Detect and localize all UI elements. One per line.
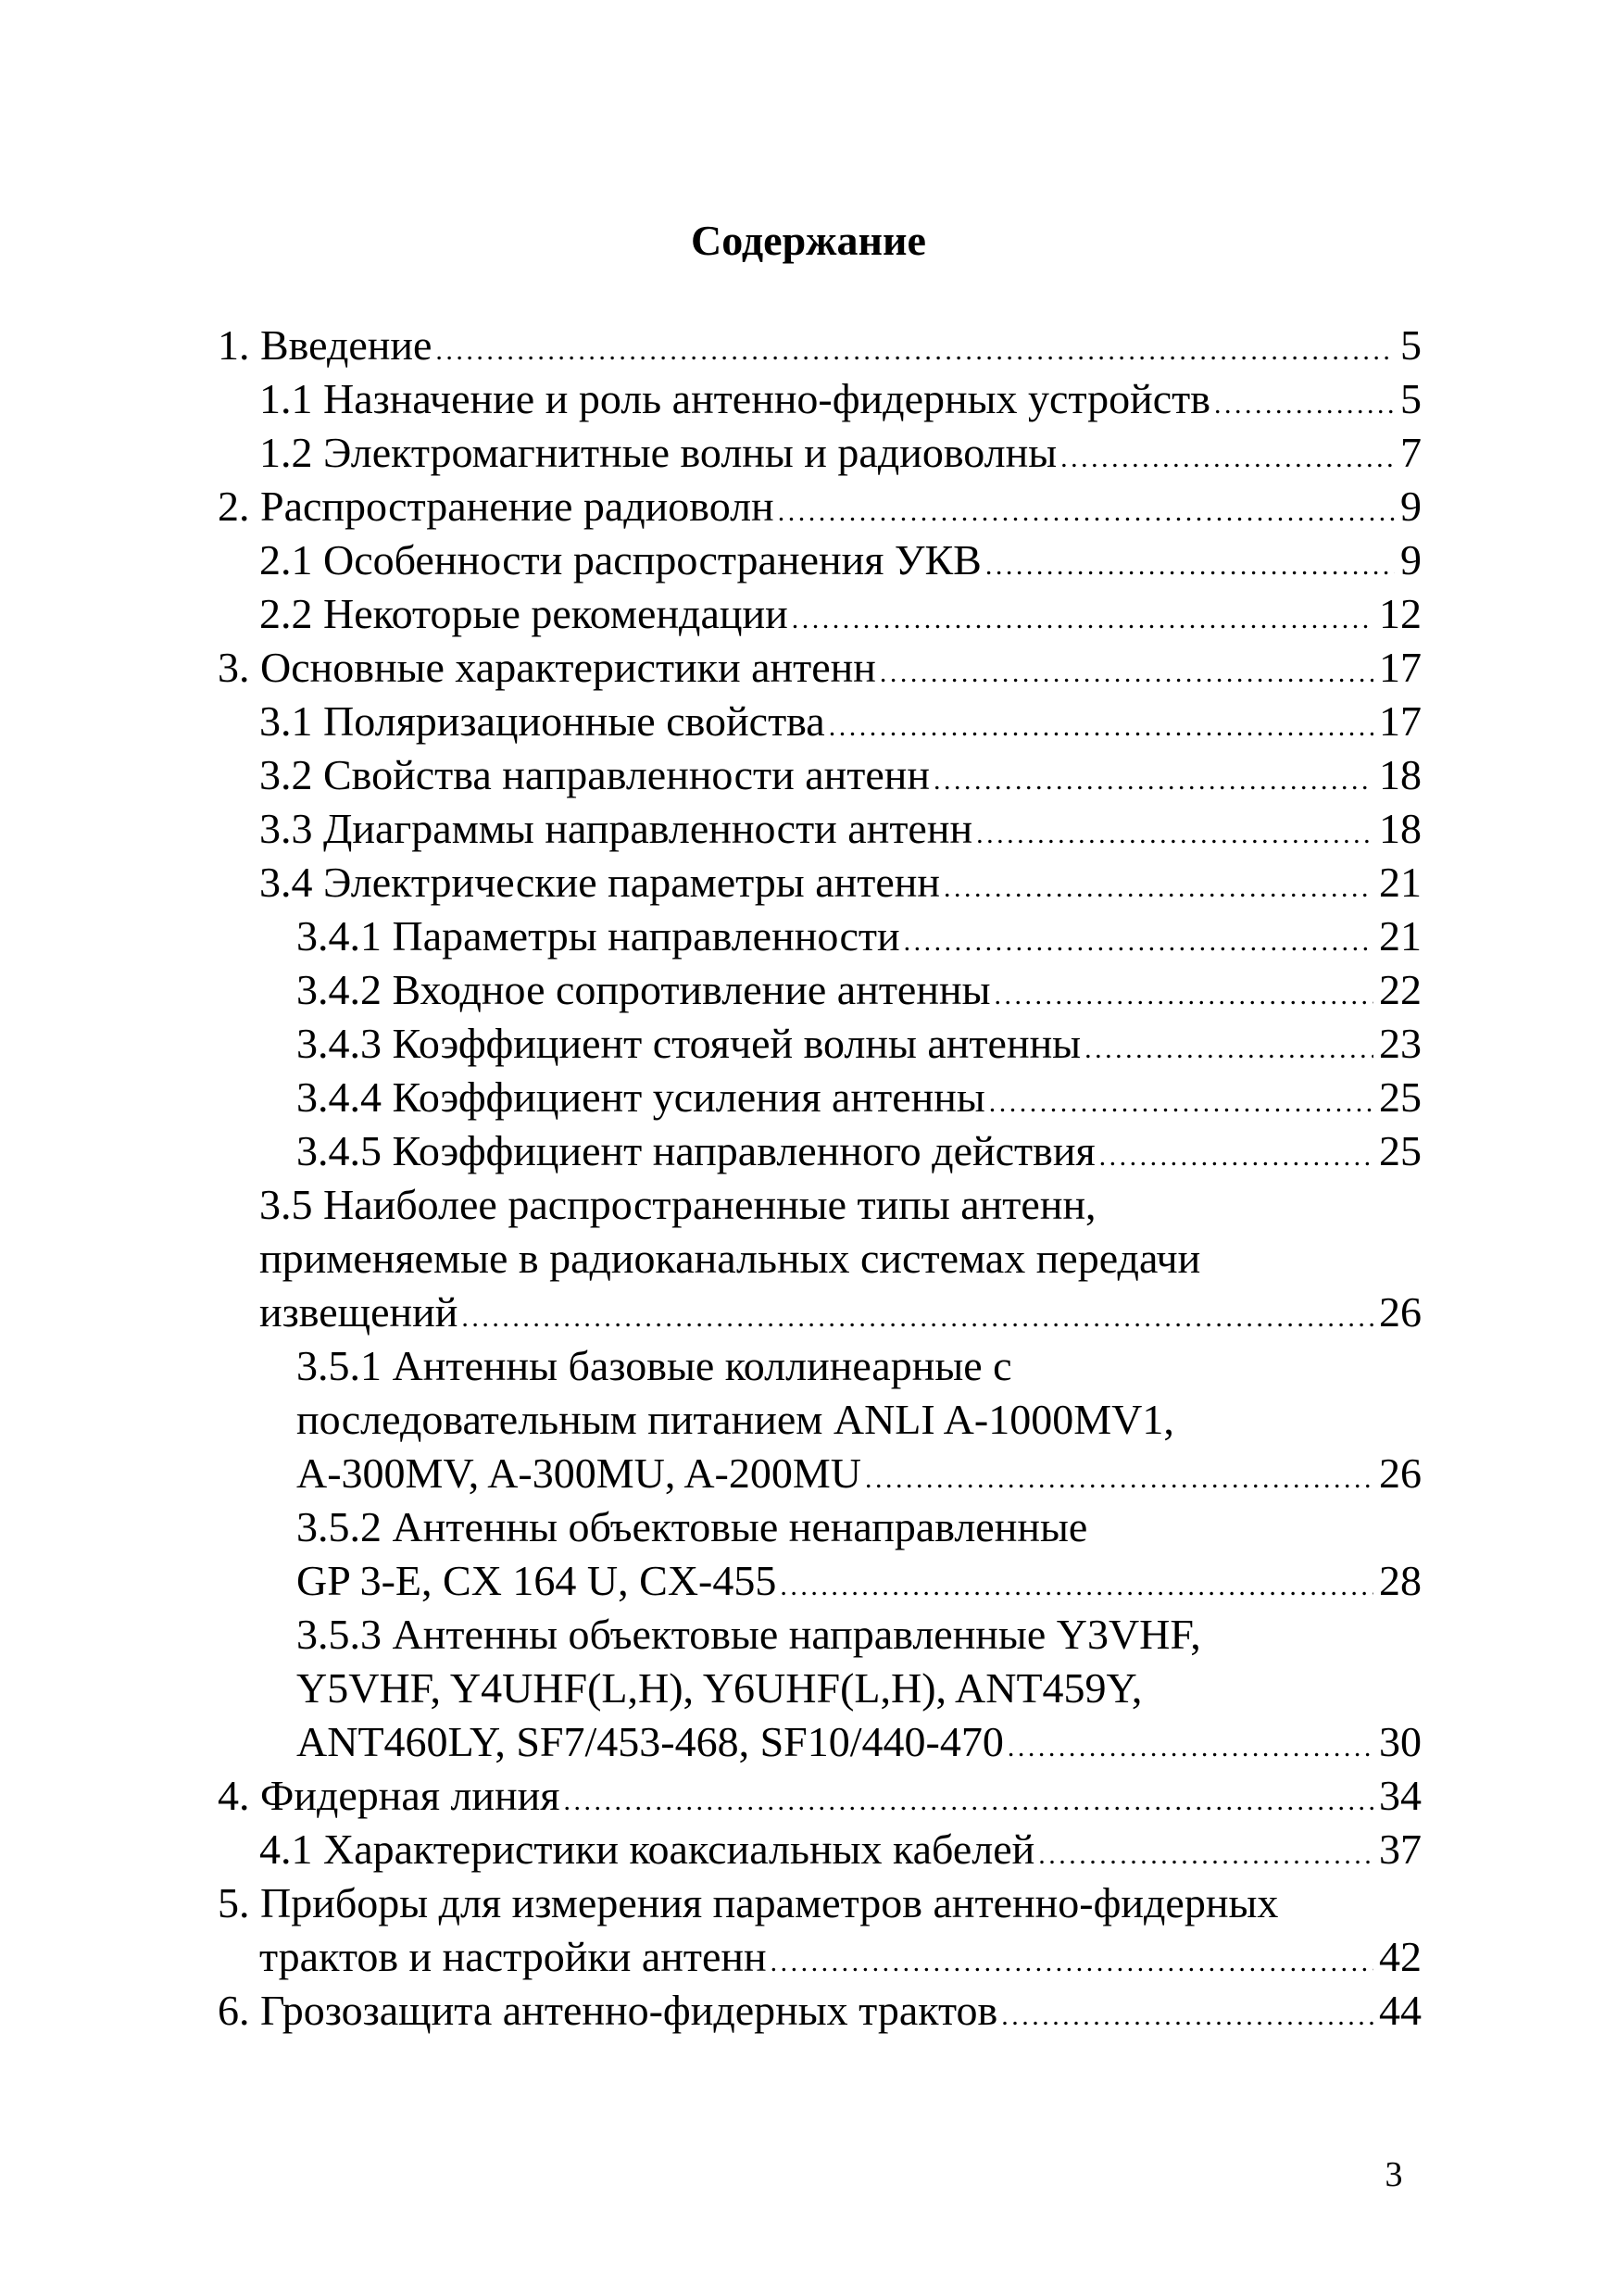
toc-entry[interactable] (218, 910, 1422, 963)
toc-entry-title: 2.1 Особенности распространения УКВ (259, 536, 982, 583)
toc-entry[interactable] (218, 695, 1422, 748)
toc-entry[interactable] (218, 1608, 1422, 1769)
dot-leader (461, 1286, 1373, 1345)
toc-entry-page: 22 (1379, 966, 1422, 1013)
dot-leader (1099, 1124, 1373, 1184)
toc-entry-page: 44 (1379, 1987, 1422, 2034)
dot-leader (865, 1447, 1373, 1506)
toc-entry-title: 1. Введение (218, 321, 432, 369)
toc-entry-title: 3.4 Электрические параметры антенн (259, 859, 940, 906)
dot-leader (976, 802, 1373, 861)
toc-entry[interactable] (218, 641, 1422, 695)
dot-leader (792, 587, 1373, 646)
dot-leader (1001, 1984, 1373, 2043)
toc-entry-line: 3.5.2 Антенны объектовые ненаправленные (296, 1503, 1088, 1550)
toc-entry-page: 5 (1400, 375, 1422, 422)
toc-entry-page: 25 (1379, 1073, 1422, 1121)
toc-entry-page: 25 (1379, 1127, 1422, 1174)
toc-entry[interactable] (218, 1178, 1422, 1339)
toc-entry-page: 18 (1379, 751, 1422, 798)
toc-entry[interactable] (218, 1071, 1422, 1124)
dot-leader (780, 1554, 1373, 1613)
toc-entry-page: 12 (1379, 590, 1422, 637)
toc-entry-line: последовательным питанием ANLI A-1000MV1, (296, 1396, 1174, 1443)
toc-entry[interactable] (218, 856, 1422, 910)
toc-entry-line: 3.5.1 Антенны базовые коллинеарные с (296, 1342, 1012, 1389)
toc-entry[interactable] (218, 1500, 1422, 1608)
toc-entry-page: 37 (1379, 1826, 1422, 1873)
toc-entry-line: 3.5.3 Антенны объектовые направленные Y3VHF, (296, 1611, 1201, 1658)
toc-entry-page: 34 (1379, 1772, 1422, 1819)
dot-leader (563, 1769, 1373, 1828)
toc-entry-page: 21 (1379, 859, 1422, 906)
toc-entry-page: 28 (1379, 1557, 1422, 1604)
toc-entry-page: 17 (1379, 644, 1422, 691)
toc-entry[interactable] (218, 1823, 1422, 1876)
dot-leader (829, 695, 1373, 754)
toc-entry-page: 7 (1400, 429, 1422, 476)
toc-entry-page: 18 (1379, 805, 1422, 852)
dot-leader (1038, 1823, 1373, 1882)
toc-entry-page: 9 (1400, 483, 1422, 530)
toc-entry[interactable] (218, 748, 1422, 802)
toc-entry-line: применяемые в радиоканальных системах передачи (259, 1235, 1201, 1282)
toc-entry[interactable] (218, 802, 1422, 856)
toc-entry-title: 3. Основные характеристики антенн (218, 644, 876, 691)
toc-entry-title: 4.1 Характеристики коаксиальных кабелей (259, 1826, 1035, 1873)
dot-leader (1008, 1715, 1373, 1775)
dot-leader (435, 319, 1395, 378)
toc-entry-title: 3.1 Поляризационные свойства (259, 697, 825, 745)
toc-entry-page: 23 (1379, 1020, 1422, 1067)
toc-entry-title: 1.2 Электромагнитные волны и радиоволны (259, 429, 1058, 476)
toc-entry[interactable] (218, 480, 1422, 533)
toc-entry-title: 3.4.5 Коэффициент направленного действия (296, 1127, 1096, 1174)
toc-entry-title: трактов и настройки антенн (259, 1933, 767, 1980)
toc-entry-page: 9 (1400, 536, 1422, 583)
dot-leader (934, 748, 1373, 808)
toc-entry[interactable] (218, 319, 1422, 372)
table-of-contents (218, 319, 1422, 2038)
toc-entry-title: 3.2 Свойства направленности антенн (259, 751, 931, 798)
dot-leader (1214, 372, 1395, 432)
toc-entry[interactable] (218, 963, 1422, 1017)
toc-entry[interactable] (218, 1339, 1422, 1500)
dot-leader (904, 910, 1373, 969)
toc-entry-title: GP 3-E, CX 164 U, CX-455 (296, 1557, 777, 1604)
toc-entry[interactable] (218, 426, 1422, 480)
toc-entry-page: 42 (1379, 1933, 1422, 1980)
toc-entry[interactable] (218, 1769, 1422, 1823)
toc-entry-title: A-300MV, A-300MU, A-200MU (296, 1449, 861, 1497)
toc-entry[interactable] (218, 587, 1422, 641)
toc-entry-page: 30 (1379, 1718, 1422, 1765)
toc-entry-page: 21 (1379, 912, 1422, 960)
dot-leader (1060, 426, 1395, 485)
toc-entry[interactable] (218, 1017, 1422, 1071)
dot-leader (880, 641, 1373, 700)
dot-leader (1084, 1017, 1373, 1076)
toc-entry[interactable] (218, 1124, 1422, 1178)
toc-entry[interactable] (218, 533, 1422, 587)
toc-entry-page: 26 (1379, 1449, 1422, 1497)
toc-entry[interactable] (218, 1876, 1422, 1984)
toc-entry-line: 5. Приборы для измерения параметров антенно-фидерных (218, 1879, 1279, 1926)
toc-entry-line: Y5VHF, Y4UHF(L,H), Y6UHF(L,H), ANT459Y, (296, 1664, 1143, 1712)
toc-entry-title: 3.4.1 Параметры направленности (296, 912, 900, 960)
toc-entry-title: 3.4.4 Коэффициент усиления антенны (296, 1073, 985, 1121)
toc-entry-line: 3.5 Наиболее распространенные типы антенн, (259, 1181, 1097, 1228)
toc-entry[interactable] (218, 1984, 1422, 2038)
toc-entry-title: ANT460LY, SF7/453-468, SF10/440-470 (296, 1718, 1004, 1765)
toc-entry-title: извещений (259, 1288, 458, 1336)
dot-leader (985, 533, 1395, 593)
dot-leader (778, 480, 1395, 539)
toc-entry-title: 4. Фидерная линия (218, 1772, 560, 1819)
toc-entry-title: 3.4.3 Коэффициент стоячей волны антенны (296, 1020, 1082, 1067)
toc-entry-page: 5 (1400, 321, 1422, 369)
toc-entry[interactable] (218, 372, 1422, 426)
toc-entry-title: 6. Грозозащита антенно-фидерных трактов (218, 1987, 998, 2034)
dot-leader (989, 1071, 1373, 1130)
toc-entry-title: 3.4.2 Входное сопротивление антенны (296, 966, 991, 1013)
toc-entry-title: 1.1 Назначение и роль антенно-фидерных устройств (259, 375, 1210, 422)
toc-entry-title: 2. Распространение радиоволн (218, 483, 774, 530)
toc-entry-page: 26 (1379, 1288, 1422, 1336)
dot-leader (944, 856, 1373, 915)
toc-entry-title: 2.2 Некоторые рекомендации (259, 590, 788, 637)
toc-entry-title: 3.3 Диаграммы направленности антенн (259, 805, 973, 852)
page-number: 3 (1385, 2155, 1403, 2194)
dot-leader (771, 1930, 1373, 1989)
toc-entry-page: 17 (1379, 697, 1422, 745)
page-title: Содержание (691, 217, 926, 264)
dot-leader (994, 963, 1373, 1023)
